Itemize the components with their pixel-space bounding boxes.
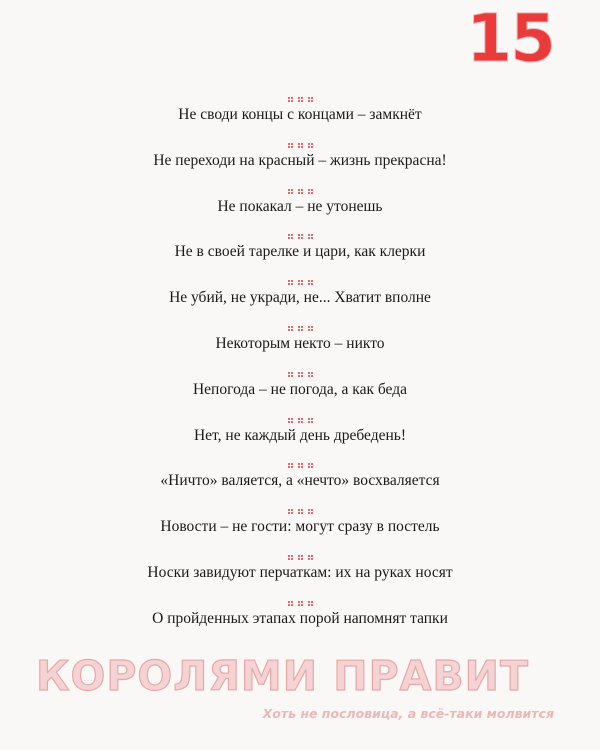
proverb-text: Непогода – не погода, а как беда	[192, 380, 407, 398]
proverb-text: Не в своей тарелке и цари, как клерки	[174, 243, 426, 261]
footer-title: КОРОЛЯМИ ПРАВИТ	[36, 652, 529, 700]
dot-separator-icon	[0, 553, 600, 561]
list-item	[0, 187, 600, 233]
dot-separator-icon	[0, 95, 600, 103]
dot-separator-icon	[0, 278, 600, 286]
proverb-text: Не убий, не укради, не... Хватит вполне	[169, 289, 431, 307]
list-item	[0, 278, 600, 324]
dot-separator-icon	[0, 507, 600, 515]
dot-separator-icon	[0, 141, 600, 149]
list-item	[0, 553, 600, 599]
list-item	[0, 461, 600, 507]
dot-separator-icon	[0, 232, 600, 240]
dot-separator-icon	[0, 324, 600, 332]
list-item	[0, 599, 600, 645]
list-item	[0, 416, 600, 462]
list-item	[0, 324, 600, 370]
proverb-text: Новости – не гости: могут сразу в постель	[160, 518, 440, 536]
proverb-text: Не своди концы с концами – замкнёт	[178, 106, 422, 123]
proverb-text: О пройденных этапах порой напомнят тапки	[152, 609, 448, 627]
proverb-text: Носки завидуют перчаткам: их на руках носят	[147, 563, 453, 581]
page-number: 15	[466, 0, 554, 77]
dot-separator-icon	[0, 370, 600, 378]
proverb-text: Не покакал – не утонешь	[217, 197, 383, 215]
dot-separator-icon	[0, 599, 600, 607]
proverb-text: Не переходи на красный – жизнь прекрасна!	[153, 151, 447, 169]
dot-separator-icon	[0, 461, 600, 469]
list-item	[0, 141, 600, 187]
dot-separator-icon	[0, 187, 600, 195]
footer-subtitle: Хоть не пословица, а всё-таки молвится	[262, 706, 554, 721]
proverb-text: Некоторым некто – никто	[215, 334, 385, 352]
dot-separator-icon	[0, 416, 600, 424]
list-item	[0, 370, 600, 416]
proverb-list	[0, 95, 600, 645]
list-item	[0, 507, 600, 553]
proverb-text: «Ничто» валяется, а «нечто» восхваляется	[160, 472, 440, 490]
proverb-text: Нет, не каждый день дребедень!	[193, 426, 406, 444]
list-item	[0, 95, 600, 141]
list-item	[0, 232, 600, 278]
